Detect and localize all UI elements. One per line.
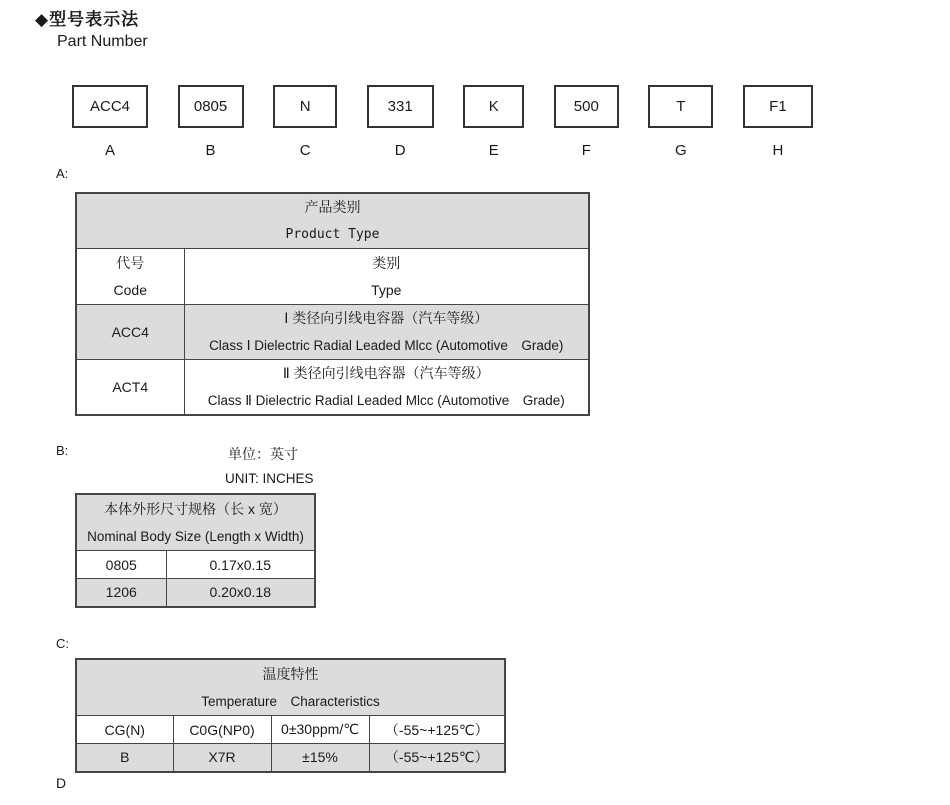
type-zh: Ⅰ 类径向引线电容器（汽车等级） (284, 310, 489, 326)
part-box-code: 500 (554, 85, 619, 128)
code-cell: ACC4 (76, 305, 184, 360)
table-row (76, 579, 315, 607)
table-header-en: Temperature Characteristics (201, 694, 380, 709)
temp-characteristics-table (75, 658, 506, 773)
type-en: Class Ⅰ Dielectric Radial Leaded Mlcc (Automotive Grade) (209, 338, 564, 353)
part-box-letter: C (299, 142, 311, 159)
part-box-letter: H (772, 142, 784, 159)
table-header-zh: 温度特性 (262, 666, 319, 682)
part-segment-f (554, 85, 619, 159)
column-header-type (184, 249, 589, 305)
part-segment-d (367, 85, 434, 159)
table-header-en: Product Type (285, 227, 380, 242)
column-header-code (76, 249, 184, 305)
part-segment-b (178, 85, 244, 159)
part-box-code: 0805 (178, 85, 244, 128)
table-row (76, 551, 315, 579)
type-header-en: Type (371, 281, 402, 298)
unit-label-zh: 单位：英寸 (228, 446, 298, 462)
table-header-en: Nominal Body Size (Length x Width) (87, 529, 304, 544)
part-box-letter: F (581, 142, 591, 159)
table-header-zh: 产品类别 (304, 199, 361, 215)
part-segment-c (273, 85, 337, 159)
tc-code-cell: B (76, 744, 173, 772)
part-box-code: N (273, 85, 337, 128)
part-box-letter: G (675, 142, 687, 159)
tc-eia-cell: C0G(NP0) (173, 716, 271, 744)
part-box-letter: B (205, 142, 216, 159)
tc-range-cell: （-55~+125℃） (369, 716, 505, 744)
body-size-table-header (76, 494, 315, 551)
page-title-zh: ◆型号表示法 (35, 10, 140, 29)
part-box-code: K (463, 85, 524, 128)
temp-table-header (76, 659, 505, 716)
part-segment-e (463, 85, 524, 159)
part-segment-a (72, 85, 148, 159)
size-dim-cell: 0.17x0.15 (166, 551, 315, 579)
part-number-row (72, 85, 813, 159)
tc-eia-cell: X7R (173, 744, 271, 772)
product-type-table (75, 192, 590, 416)
part-box-code: 331 (367, 85, 434, 128)
tc-tolerance-cell: 0±30ppm/℃ (271, 716, 369, 744)
section-c-label: C: (56, 636, 69, 651)
page-title-en: Part Number (57, 33, 148, 50)
body-size-table (75, 493, 316, 608)
tc-tolerance-cell: ±15% (271, 744, 369, 772)
part-box-code: T (648, 85, 713, 128)
code-header-en: Code (113, 281, 147, 298)
part-segment-h (743, 85, 813, 159)
part-box-code: ACC4 (72, 85, 148, 128)
table-row (76, 360, 589, 416)
size-code-cell: 0805 (76, 551, 166, 579)
part-box-code: F1 (743, 85, 813, 128)
unit-label-en: UNIT: INCHES (225, 471, 314, 486)
table-row (76, 744, 505, 772)
tc-range-cell: （-55~+125℃） (369, 744, 505, 772)
section-d-label: D (56, 775, 67, 791)
part-box-letter: E (488, 142, 499, 159)
type-cell (184, 360, 589, 416)
code-cell: ACT4 (76, 360, 184, 416)
section-a-label: A: (56, 166, 69, 181)
type-zh: Ⅱ 类径向引线电容器（汽车等级） (282, 365, 490, 381)
size-code-cell: 1206 (76, 579, 166, 607)
code-header-zh: 代号 (116, 254, 145, 271)
size-dim-cell: 0.20x0.18 (166, 579, 315, 607)
product-type-table-header (76, 193, 589, 249)
part-box-letter: D (394, 142, 406, 159)
type-header-zh: 类别 (372, 254, 401, 271)
table-row (76, 305, 589, 360)
part-box-letter: A (104, 142, 115, 159)
table-header-zh: 本体外形尺寸规格（长 x 宽） (104, 501, 287, 517)
tc-code-cell: CG(N) (76, 716, 173, 744)
type-en: Class Ⅱ Dielectric Radial Leaded Mlcc (Automotive Grade) (207, 393, 565, 408)
part-segment-g (648, 85, 713, 159)
table-row (76, 716, 505, 744)
type-cell (184, 305, 589, 360)
section-b-label: B: (56, 443, 69, 458)
